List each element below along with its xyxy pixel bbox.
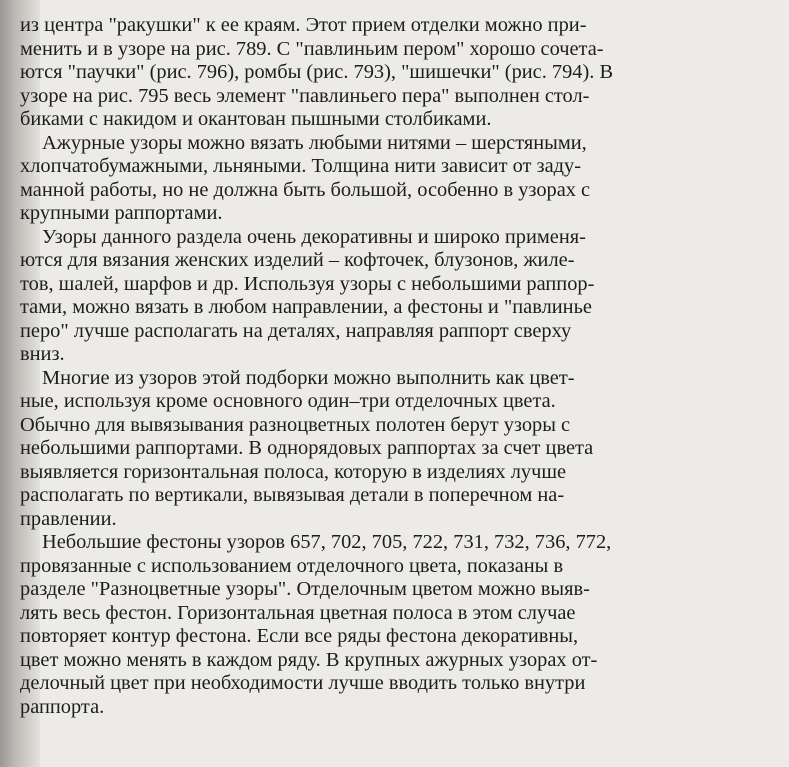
text-line: ные, используя кроме основного один–три отделочных цвета. [20,390,556,412]
text-line: правлении. [20,507,117,530]
text-line: хлопчатобумажными, льняными. Толщина нити зависит от заду- [20,155,581,177]
text-line: располагать по вертикали, вывязывая детали в поперечном на- [20,484,565,506]
text-line: ются "паучки" (рис. 796), ромбы (рис. 793), "шишечки" (рис. 794). В [20,61,614,83]
text-line: узоре на рис. 795 весь элемент "павлиньего пера" выполнен стол- [20,84,590,107]
text-line: Ажурные узоры можно вязать любыми нитями – шерстяными, [42,131,587,154]
text-line: тами, можно вязать в любом направлении, а фестоны и "павлинье [20,296,592,318]
text-line: из центра "ракушки" к ее краям. Этот прием отделки можно при- [20,14,587,36]
text-line: цвет можно менять в каждом ряду. В крупных ажурных узорах от- [20,648,598,671]
text-line: делочный цвет при необходимости лучше вводить только внутри [20,672,586,694]
text-line: лять весь фестон. Горизонтальная цветная полоса в этом случае [20,601,576,624]
text-line: Обычно для вывязывания разноцветных полотен берут узоры с [20,413,571,436]
text-line: манной работы, но не должна быть большой, особенно в узорах с [20,178,591,201]
text-line: Небольшие фестоны узоров 657, 702, 705, 722, 731, 732, 736, 772, [42,531,612,553]
text-line: небольшими раппортами. В однорядовых раппортах за счет цвета [20,437,594,459]
text-line: ются для вязания женских изделий – кофточек, блузонов, жиле- [20,249,575,271]
text-line: выявляется горизонтальная полоса, которую в изделиях лучше [20,460,567,483]
text-line: повторяет контур фестона. Если все ряды фестона декоративны, [20,625,579,647]
page-text [20,14,768,719]
text-line: вниз. [20,343,65,365]
text-line: перо" лучше располагать на деталях, направляя раппорт сверху [20,319,572,342]
text-line: тов, шалей, шарфов и др. Используя узоры с небольшими раппор- [20,272,595,295]
text-line: менить и в узоре на рис. 789. С "павлиньим пером" хорошо сочета- [20,37,604,60]
text-line: раппорта. [20,695,105,718]
text-line: Многие из узоров этой подборки можно выполнить как цвет- [42,366,575,389]
text-line: Узоры данного раздела очень декоративны и широко применя- [42,225,586,248]
text-line: биками с накидом и окантован пышными столбиками. [20,108,492,130]
text-line: провязанные с использованием отделочного цвета, показаны в [20,554,564,577]
text-line: разделе "Разноцветные узоры". Отделочным цветом можно выяв- [20,578,590,600]
text-line: крупными раппортами. [20,202,223,224]
